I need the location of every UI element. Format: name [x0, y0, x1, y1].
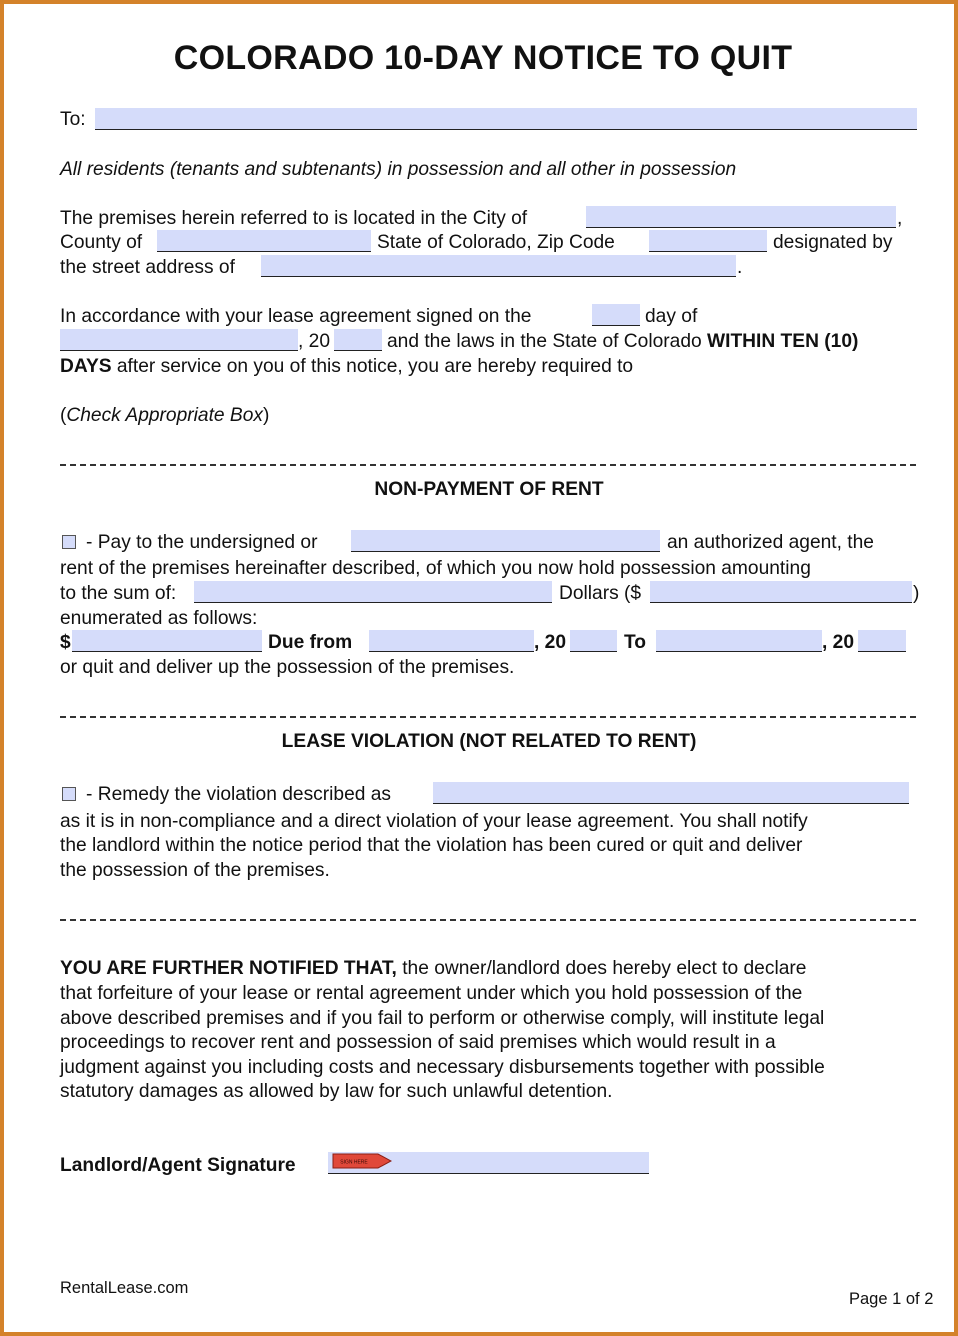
further-line-3: above described premises and if you fail to perform or otherwise comply, will institute legal	[60, 1008, 825, 1029]
due-from-year-prefix: , 20	[534, 632, 567, 653]
lease-year-field[interactable]	[334, 329, 382, 351]
street-address-label: the street address of	[60, 257, 235, 278]
further-line-1	[60, 957, 806, 981]
nonpayment-checkbox[interactable]	[62, 535, 76, 549]
further-line-5: judgment against you including costs and necessary disbursements together with possible	[60, 1057, 825, 1078]
violation-description-field[interactable]	[433, 782, 909, 804]
check-box-note	[60, 404, 269, 428]
lease-year-prefix: , 20	[298, 331, 331, 352]
laws-text: and the laws in the State of Colorado	[387, 331, 702, 352]
lease-month-field[interactable]	[60, 329, 298, 351]
city-comma: ,	[897, 208, 903, 229]
premises-city-label: The premises herein referred to is located in the City of	[60, 208, 528, 229]
further-line-4: proceedings to recover rent and possession of said premises which would result in a	[60, 1032, 776, 1053]
due-from-date-field[interactable]	[369, 630, 534, 652]
lease-day-field[interactable]	[592, 304, 640, 326]
sum-amount-field[interactable]	[650, 581, 912, 603]
within-ten-text: WITHIN TEN (10)	[707, 331, 859, 352]
days-bold-text: DAYS	[60, 356, 112, 377]
residents-line: All residents (tenants and subtenants) in possession and all other in possession	[60, 159, 737, 180]
county-label: County of	[60, 232, 143, 253]
due-to-year-field[interactable]	[858, 630, 906, 652]
divider	[60, 464, 916, 466]
further-bold: YOU ARE FURTHER NOTIFIED THAT,	[60, 958, 397, 979]
further-line-1-rest: the owner/landlord does hereby elect to declare	[402, 958, 807, 979]
dollars-close: )	[913, 583, 920, 604]
check-box-note-text: Check Appropriate Box	[66, 405, 263, 426]
dollar-sign: $	[60, 632, 71, 653]
signature-label: Landlord/Agent Signature	[60, 1155, 296, 1176]
days-line	[60, 355, 633, 379]
day-of-label: day of	[645, 306, 698, 327]
sign-here-arrow-icon	[332, 1152, 392, 1170]
due-from-label: Due from	[268, 632, 353, 653]
due-to-year-prefix: , 20	[822, 632, 855, 653]
divider	[60, 716, 916, 718]
dollars-label: Dollars ($	[559, 583, 642, 604]
due-from-year-field[interactable]	[570, 630, 617, 652]
rent-premises-line: rent of the premises hereinafter described, of which you now hold possession amounting	[60, 558, 811, 579]
authorized-agent-label: an authorized agent, the	[667, 532, 874, 553]
street-address-field[interactable]	[261, 255, 736, 277]
page-title: COLORADO 10-DAY NOTICE TO QUIT	[173, 39, 793, 77]
enumerated-label: enumerated as follows:	[60, 608, 258, 629]
check-box-note-open: (	[60, 405, 67, 426]
to-label: To:	[60, 109, 86, 130]
zip-code-field[interactable]	[649, 230, 767, 252]
violation-line-2: as it is in non-compliance and a direct violation of your lease agreement. You shall notify	[60, 811, 808, 832]
divider	[60, 919, 916, 921]
street-period: .	[737, 257, 743, 278]
agent-name-field[interactable]	[351, 530, 660, 552]
lease-violation-checkbox[interactable]	[62, 787, 76, 801]
further-line-2: that forfeiture of your lease or rental agreement under which you hold possession of the	[60, 983, 803, 1004]
violation-line-4: the possession of the premises.	[60, 860, 330, 881]
due-to-date-field[interactable]	[656, 630, 822, 652]
footer-site: RentalLease.com	[60, 1279, 189, 1297]
lease-signed-label: In accordance with your lease agreement signed on the	[60, 306, 532, 327]
violation-line-3: the landlord within the notice period that the violation has been cured or quit and deliver	[60, 835, 803, 856]
lease-violation-heading: LEASE VIOLATION (NOT RELATED TO RENT)	[281, 731, 697, 752]
remedy-label: - Remedy the violation described as	[86, 784, 392, 805]
days-rest-text: after service on you of this notice, you are hereby required to	[116, 356, 634, 377]
laws-line	[387, 330, 858, 354]
page-number: Page 1 of 2	[849, 1290, 934, 1308]
city-field[interactable]	[586, 206, 896, 228]
state-zip-label: State of Colorado, Zip Code	[377, 232, 615, 253]
to-field[interactable]	[95, 108, 917, 130]
pay-undersigned-label: - Pay to the undersigned or	[86, 532, 318, 553]
rent-amount-field[interactable]	[72, 630, 262, 652]
sum-of-label: to the sum of:	[60, 583, 177, 604]
designated-by-label: designated by	[773, 232, 893, 253]
county-field[interactable]	[157, 230, 371, 252]
further-line-6: statutory damages as allowed by law for such unlawful detention.	[60, 1081, 613, 1102]
sum-words-field[interactable]	[194, 581, 552, 603]
quit-deliver-line: or quit and deliver up the possession of the premises.	[60, 657, 515, 678]
sign-here-text: SIGN HERE	[340, 1159, 368, 1166]
to-label-bold: To	[624, 632, 647, 653]
nonpayment-heading: NON-PAYMENT OF RENT	[374, 479, 604, 500]
check-box-note-close: )	[263, 405, 270, 426]
